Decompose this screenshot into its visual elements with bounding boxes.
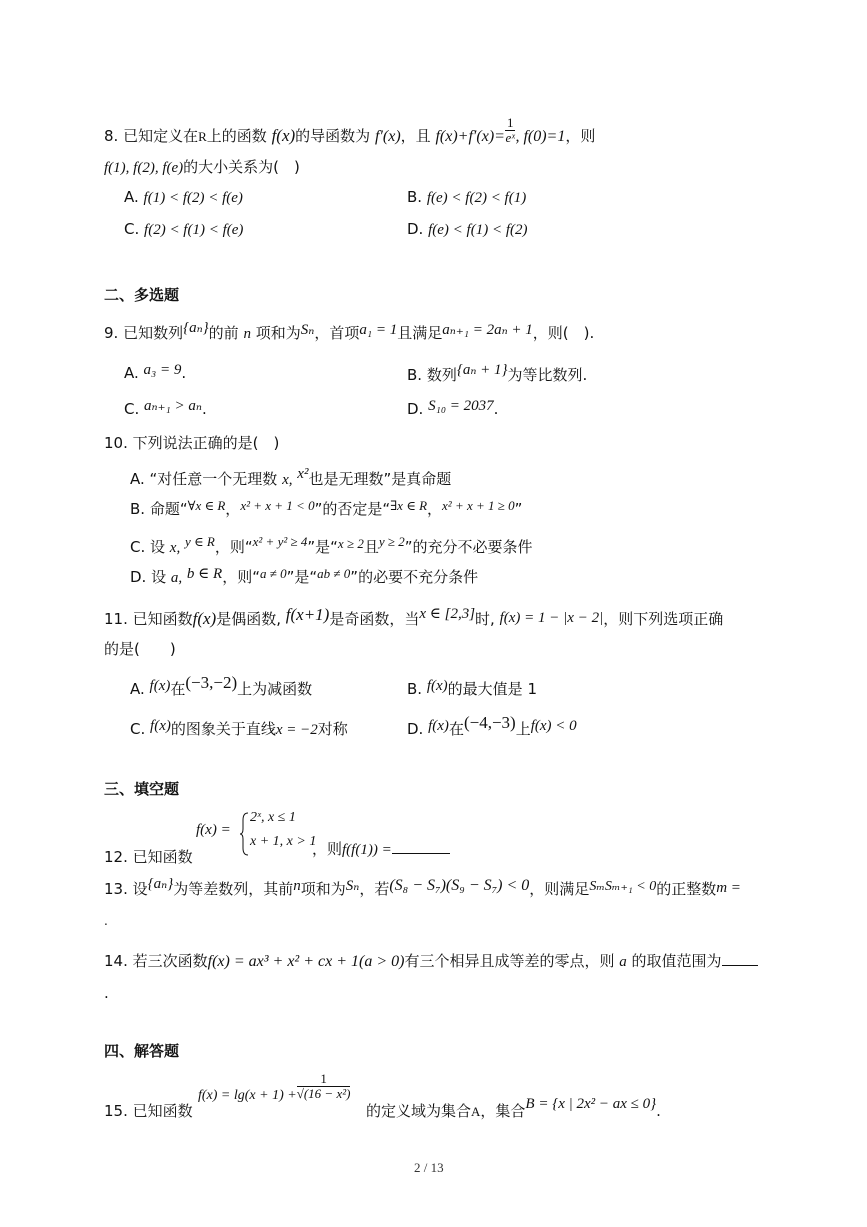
q9-option-c[interactable] [124, 400, 207, 419]
q9-opt-c-label: C. [124, 400, 140, 418]
q14-answer-blank[interactable] [722, 951, 758, 966]
q10-opt-b-m4: x² + x + 1 ≥ 0 [442, 498, 515, 513]
q9-seq: {aₙ} [183, 320, 209, 336]
q14-fn: f(x) = ax³ + x² + cx + 1(a > 0) [207, 953, 405, 970]
q9-opt-d-tail: . [493, 400, 499, 418]
q12-case1: 2ˣ, x ≤ 1 [250, 810, 296, 825]
q10-opt-d-t3: ”是“ [286, 568, 318, 586]
q12-lhs: f(x) = [196, 822, 231, 838]
q8-stem-c: 的导函数为 [295, 127, 371, 145]
q15-stem-c: ，集合 [480, 1102, 526, 1120]
q8-stem-a: 8. 已知定义在 [104, 127, 199, 145]
q11-opt-b-m1: f(x) [426, 678, 448, 694]
q11-opt-c-t2: 对称 [317, 720, 348, 738]
q11-line2: 的是( ) [104, 640, 176, 658]
q13-stem-a: 13. 设 [104, 880, 148, 898]
q11-stem-c: 是奇函数，当 [329, 610, 420, 628]
q13-cond2: SₘSₘ₊₁ < 0 [589, 879, 657, 894]
q9-stem-d: ，首项 [314, 324, 360, 342]
q8-opt-a-text: f(1) < f(2) < f(e) [143, 190, 243, 206]
q9-opt-c-tail: . [201, 400, 207, 418]
q13-stem-d: ，若 [359, 880, 390, 898]
q14-stem-a: 14. 若三次函数 [104, 952, 208, 970]
q12-ask-math: f(f(1)) = [342, 842, 392, 858]
q15-tail: . [656, 1102, 661, 1120]
q10-opt-c-x: x, [169, 540, 181, 556]
q10-opt-a-t2: 也是无理数”是真命题 [308, 470, 452, 488]
q15-rest [366, 1096, 661, 1121]
q15-set-b: B = {x | 2x² − ax ≤ 0} [525, 1096, 657, 1112]
q10-opt-c-t2: ，则“ [214, 538, 253, 556]
q8-opt-b-text: f(e) < f(2) < f(1) [426, 190, 527, 206]
q13-sn: Sₙ [345, 878, 360, 894]
q13-stem [104, 878, 741, 899]
q9-opt-b-text: {aₙ + 1} [456, 362, 508, 378]
q9-option-b[interactable] [407, 364, 587, 385]
q11-opt-c-m2: x = −2 [275, 722, 318, 738]
q11-option-d[interactable] [407, 713, 577, 739]
q15-frac-den: √(16 − x²) [296, 1086, 351, 1101]
q11-opt-d-m1: f(x) [428, 718, 449, 734]
q10-opt-a-x: x, [282, 472, 293, 488]
q9-stem-e: 且满足 [397, 324, 443, 342]
q8-opt-c-label: C. [124, 220, 140, 238]
q13-stem-e: ，则满足 [529, 880, 590, 898]
q8-fpx: f′(x) [374, 128, 401, 145]
q9-opt-d-text: S₁₀ = 2037 [428, 398, 494, 414]
q10-opt-c-t5: ”的充分不必要条件 [404, 538, 533, 556]
q11-stem-a: 11. 已知函数 [104, 610, 193, 628]
q13-n: n [293, 878, 301, 894]
q13-seq: {aₙ} [147, 876, 174, 892]
q8-line2-math: f(1), f(2), f(e) [104, 160, 184, 176]
q10-opt-b-t2: ， [225, 500, 241, 518]
q11-opt-d-label: D. [407, 720, 424, 738]
q8-opt-d-text: f(e) < f(1) < f(2) [428, 222, 528, 238]
q10-opt-c-m4: y ≥ 2 [378, 534, 405, 549]
q11-stem-d: 时, [475, 610, 495, 628]
q9-stem-b: 的前 [208, 324, 239, 342]
q9-opt-d-label: D. [407, 400, 424, 418]
q8-option-c[interactable] [124, 220, 243, 239]
q8-line2 [104, 156, 300, 177]
q8-stem-e: ，则 [565, 127, 596, 145]
q9-stem [104, 322, 594, 343]
q9-stem-a: 9. 已知数列 [104, 324, 184, 342]
q8-opt-a-label: A. [124, 188, 139, 206]
q10-opt-b-t3: ”的否定是“ [314, 500, 391, 518]
q11-fx1: f(x+1) [285, 605, 330, 624]
q11-def: f(x) = 1 − |x − 2| [499, 610, 604, 626]
q13-stem-b: 为等差数列，其前 [173, 880, 294, 898]
q11-opt-a-t1: 在 [170, 680, 186, 698]
q12-ask [312, 838, 450, 859]
q8-set-r: R [198, 129, 207, 144]
q13-m: m = [716, 880, 741, 896]
q12-case2: x + 1, x > 1 [250, 834, 317, 849]
q9-opt-b-label: B. 数列 [407, 366, 457, 384]
q9-a1: a₁ = 1 [359, 322, 398, 338]
q8-line2-text: 的大小关系为( ) [183, 158, 300, 176]
q14-stem-b: 有三个相异且成等差的零点，则 [404, 952, 615, 970]
q11-opt-c-label: C. [130, 720, 146, 738]
q10-opt-b-m3: ∃x ∈ R [390, 498, 428, 513]
q9-option-a[interactable] [124, 364, 186, 383]
q11-opt-b-t1: 的最大值是 1 [447, 680, 537, 698]
q8-cond: f(x)+f′(x)= [435, 128, 505, 145]
q10-opt-d-t1: D. 设 [130, 568, 167, 586]
q9-opt-a-text: a₃ = 9 [143, 362, 182, 378]
q10-opt-d-m1: b ∈ R [186, 566, 223, 582]
q12-label: 12. 已知函数 [104, 848, 193, 866]
q10-opt-c-m3: x ≥ 2 [337, 536, 364, 551]
left-brace-icon [240, 812, 250, 856]
q10-opt-c-t3: ”是“ [307, 538, 338, 556]
q13-stem-c: 项和为 [300, 880, 346, 898]
q11-opt-d-t1: 在 [448, 720, 464, 738]
q8-stem-d: ，且 [400, 127, 431, 145]
q10-opt-d-m2: a ≠ 0 [259, 566, 287, 581]
q8-option-b[interactable] [407, 188, 526, 207]
q8-opt-d-label: D. [407, 220, 424, 238]
q10-option-d[interactable] [130, 566, 478, 587]
q10-option-a[interactable] [130, 468, 451, 489]
q9-opt-a-tail: . [181, 364, 187, 382]
q9-opt-c-text: aₙ₊₁ > aₙ [144, 398, 202, 414]
q8-opt-c-text: f(2) < f(1) < f(e) [144, 222, 244, 238]
q8-option-d[interactable] [407, 220, 527, 239]
q10-opt-c-t4: 且 [363, 538, 379, 556]
q8-stem-b: 上的函数 [206, 127, 267, 145]
section-multiple-choice-heading: 二、多选题 [104, 286, 180, 304]
q9-n: n [243, 326, 251, 342]
q10-opt-a-t1: A. “对任意一个无理数 [130, 470, 278, 488]
q10-opt-c-m2: x² + y² ≥ 4 [252, 534, 308, 549]
q11-option-c[interactable] [130, 718, 348, 739]
q11-stem-e: ，则下列选项正确 [603, 610, 724, 628]
q11-opt-a-m1: f(x) [149, 678, 171, 694]
q11-line1 [104, 605, 724, 629]
q9-option-d[interactable] [407, 400, 498, 419]
q10-opt-b-t5: ” [514, 500, 523, 518]
q11-option-a[interactable] [130, 673, 313, 699]
q10-opt-a-x2: x² [297, 466, 309, 482]
q10-option-c[interactable] [130, 536, 533, 557]
q13-stem-f: 的正整数 [656, 880, 717, 898]
q10-opt-b-m2: x² + x + 1 < 0 [240, 498, 315, 513]
q8-frac [505, 116, 516, 145]
q10-opt-b-t1: B. 命题“ [130, 500, 188, 518]
q8-cond2: , f(0)=1 [515, 128, 566, 145]
q11-opt-a-label: A. [130, 680, 145, 698]
q15-function [198, 1070, 351, 1103]
q11-opt-d-m3: f(x) < 0 [530, 718, 577, 734]
q12-stem-b: ，则 [312, 840, 343, 858]
q14-answer-end: . [104, 984, 109, 1002]
q15-stem-b: 的定义域为集合 [366, 1102, 472, 1120]
q11-opt-d-m2: (−4,−3) [463, 713, 516, 732]
section-fill-in-heading: 三、填空题 [104, 780, 180, 798]
q11-opt-b-label: B. [407, 680, 423, 698]
q8-frac-den: eˣ [505, 130, 515, 145]
q10-opt-c-m1: y ∈ R [185, 534, 215, 549]
q10-opt-b-m1: ∀x ∈ R [187, 498, 226, 513]
q8-frac-num: 1 [506, 115, 514, 130]
q8-fx: f(x) [271, 126, 296, 145]
q10-option-b[interactable] [130, 498, 522, 519]
q10-opt-d-m3: ab ≠ 0 [317, 566, 351, 581]
q8-option-a[interactable] [124, 188, 243, 207]
q15-set-a: A [471, 1104, 481, 1119]
q9-opt-a-label: A. [124, 364, 139, 382]
q10-opt-d-t4: ”的必要不充分条件 [350, 568, 479, 586]
q10-opt-b-t4: ， [427, 500, 443, 518]
q14-stem-c: 的取值范围为 [631, 952, 722, 970]
q10-opt-c-t1: C. 设 [130, 538, 166, 556]
q8-line1 [104, 115, 596, 151]
q15-label: 15. 已知函数 [104, 1102, 193, 1120]
q9-stem-f: ，则( ). [532, 324, 595, 342]
q11-fx: f(x) [192, 609, 217, 628]
section-answer-heading: 四、解答题 [104, 1042, 180, 1060]
q9-sn: Sₙ [300, 322, 315, 338]
q15-frac [297, 1072, 351, 1101]
q10-stem: 10. 下列说法正确的是( ) [104, 434, 280, 452]
q14-stem [104, 950, 758, 971]
q9-rec: aₙ₊₁ = 2aₙ + 1 [442, 322, 533, 338]
q13-answer-end: . [104, 914, 108, 928]
q13-cond: (S₈ − S₇)(S₉ − S₇) < 0 [389, 877, 530, 894]
q11-stem-b: 是偶函数, [216, 610, 281, 628]
q11-opt-a-m2: (−3,−2) [185, 673, 238, 692]
q8-opt-b-label: B. [407, 188, 423, 206]
q11-opt-c-t1: 的图象关于直线 [170, 720, 276, 738]
q10-opt-d-t2: ，则“ [222, 568, 260, 586]
q10-opt-d-a: a, [170, 570, 183, 586]
q11-dom: x ∈ [2,3] [419, 606, 476, 622]
q9-opt-b-tail: 为等比数列. [507, 366, 588, 384]
q9-stem-c: 项和为 [255, 324, 301, 342]
q12-answer-blank[interactable] [392, 839, 450, 854]
q15-lhs: f(x) = lg(x + 1) + [198, 1088, 297, 1103]
q14-a: a [619, 954, 627, 970]
q11-option-b[interactable] [407, 678, 537, 699]
q11-opt-c-m1: f(x) [150, 718, 171, 734]
page-number: 2 / 13 [414, 1160, 444, 1175]
q15-frac-num: 1 [297, 1072, 351, 1087]
q11-opt-d-t2: 上 [515, 720, 531, 738]
q11-opt-a-t2: 上为减函数 [237, 680, 313, 698]
